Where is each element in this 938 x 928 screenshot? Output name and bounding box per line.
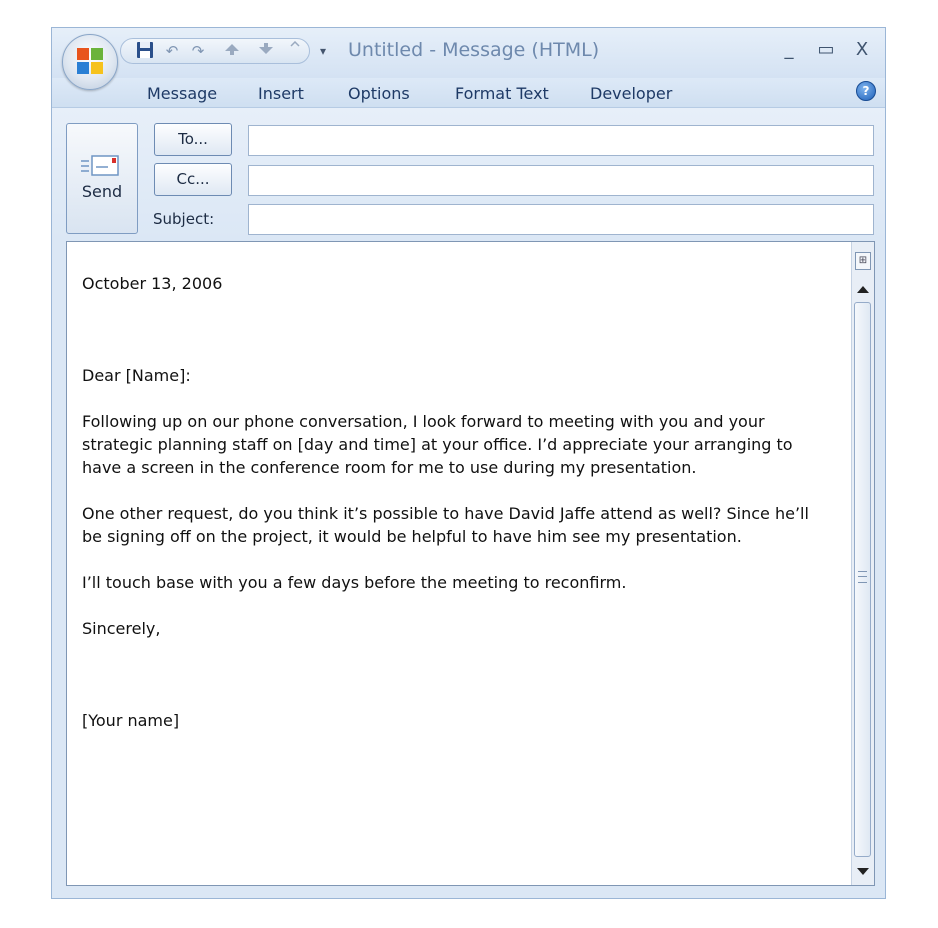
quick-access-more-icon[interactable]: ▾: [320, 44, 327, 58]
view-ruler-icon[interactable]: ⊞: [855, 252, 871, 270]
scroll-down-icon[interactable]: [857, 868, 869, 875]
close-button[interactable]: X: [855, 39, 869, 60]
message-body[interactable]: [66, 241, 875, 886]
message-body-text[interactable]: [82, 272, 827, 755]
envelope-icon: [81, 154, 121, 178]
tab-insert[interactable]: Insert: [258, 84, 304, 103]
tab-message[interactable]: Message: [147, 84, 218, 103]
quick-access-toolbar: [120, 38, 310, 64]
save-icon[interactable]: [135, 41, 155, 61]
next-item-icon[interactable]: [255, 41, 277, 61]
customize-toolbar-icon[interactable]: [285, 41, 305, 61]
cc-button[interactable]: Cc...: [154, 163, 232, 196]
message-header: [52, 108, 885, 240]
to-field[interactable]: [248, 125, 874, 156]
office-button[interactable]: [62, 34, 118, 90]
scroll-up-icon[interactable]: [857, 286, 869, 293]
window-title: Untitled - Message (HTML): [348, 39, 600, 61]
tab-developer[interactable]: Developer: [590, 84, 673, 103]
send-label: Send: [81, 182, 123, 201]
letter-date: October 13, 2006: [82, 274, 223, 293]
send-button[interactable]: [66, 123, 138, 234]
message-window: [51, 27, 886, 899]
tab-options[interactable]: Options: [348, 84, 410, 103]
to-button[interactable]: To...: [154, 123, 232, 156]
letter-signature: [Your name]: [82, 711, 180, 730]
undo-icon[interactable]: ↶: [165, 42, 179, 60]
title-bar: [52, 28, 885, 78]
help-icon[interactable]: ?: [856, 81, 876, 101]
letter-paragraph: Following up on our phone conversation, I look forward to meeting with you and your strategic planning staff on [day and time] at your office. I’d appreciate your arranging to have a screen in the conference room for me to use during my presentation.: [82, 412, 793, 477]
letter-closing: Sincerely,: [82, 619, 161, 638]
maximize-button[interactable]: ▭: [817, 39, 835, 60]
letter-paragraph: One other request, do you think it’s possible to have David Jaffe attend as well? Since he’ll be signing off on the project, it would be helpful to have him see my presentation.: [82, 504, 809, 546]
office-logo-icon: [77, 48, 103, 74]
scrollbar-grip-icon: [858, 571, 867, 583]
previous-item-icon[interactable]: [221, 41, 243, 61]
ribbon-tabs: [52, 78, 885, 108]
minimize-button[interactable]: _: [784, 39, 794, 60]
redo-icon[interactable]: ↷: [191, 42, 205, 60]
cc-field[interactable]: [248, 165, 874, 196]
tab-format-text[interactable]: Format Text: [455, 84, 549, 103]
subject-label: Subject:: [153, 210, 215, 228]
letter-paragraph: I’ll touch base with you a few days before the meeting to reconfirm.: [82, 573, 627, 592]
vertical-scrollbar[interactable]: [851, 242, 874, 885]
subject-field[interactable]: [248, 204, 874, 235]
scrollbar-thumb[interactable]: [854, 302, 871, 857]
letter-salutation: Dear [Name]:: [82, 366, 191, 385]
